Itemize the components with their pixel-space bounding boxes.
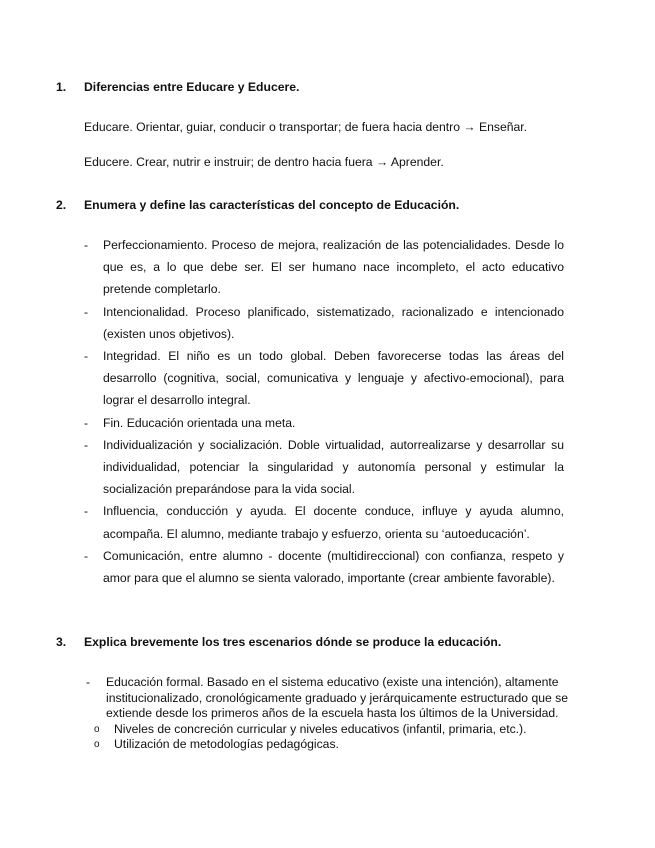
list-item [84,434,564,501]
list-item [84,234,564,301]
section-number: 3. [56,635,67,649]
section-title: Diferencias entre Educare y Educere. [84,80,300,94]
dash-bullet: - [84,548,89,563]
dash-bullet: - [84,238,89,252]
item-text: Educación formal. Basado en el sistema educativo (existe una intención), altamente institucionalizado, cronológicamente graduado y jerárquicamente estructurado que se extiende desde los primeros años de la escuela hasta los últimos de la Universidad. [106,675,569,721]
item-text: Influencia, conducción y ayuda. El docente conduce, influye y ayuda alumno, acompaña. El alumno, mediante trabajo y esfuerzo, orienta su ‘autoeducación’. [103,504,564,541]
scenarios-list [86,675,570,753]
item-text: Comunicación, entre alumno - docente (multidireccional) con confianza, respeto y amor para que el alumno se sienta valorado, importante (crear ambiente favorable). [103,548,564,586]
list-item [84,301,564,345]
sub-item-text: Utilización de metodologías pedagógicas. [114,737,339,752]
sub-list-item [90,737,570,753]
dash-bullet: - [84,304,89,319]
item-text: Fin. Educación orientada una meta. [103,415,296,430]
characteristics-list [84,234,564,589]
list-item [84,500,564,544]
circle-bullet: o [94,723,100,735]
dash-bullet: - [86,675,91,689]
item-text: Perfeccionamiento. Proceso de mejora, realización de las potencialidades. Desde lo que es, a lo que debe ser. El ser humano nace incompleto, el acto educativo pretende completarlo. [103,238,564,297]
list-item [84,345,564,412]
dash-bullet: - [84,415,89,430]
section-number: 1. [56,80,67,94]
educare-definition: Educare. Orientar, guiar, conducir o transportar; de fuera hacia dentro → Enseñar. [84,120,528,134]
list-item [84,545,564,589]
list-item [86,675,570,722]
item-text: Intencionalidad. Proceso planificado, sistematizado, racionalizado e intencionado (existen unos objetivos). [103,304,564,341]
dash-bullet: - [84,504,89,519]
educere-definition: Educere. Crear, nutrir e instruir; de dentro hacia fuera → Aprender. [84,155,444,169]
section-title: Explica brevemente los tres escenarios dónde se produce la educación. [84,635,502,649]
circle-bullet: o [94,739,100,751]
item-text: Integridad. El niño es un todo global. Deben favorecerse todas las áreas del desarrollo (cognitiva, social, comunicativa y lenguaje y afectivo-emocional), para lograr el desarrollo integral. [103,349,564,408]
dash-bullet: - [84,437,89,452]
sub-item-text: Niveles de concreción curricular y niveles educativos (infantil, primaria, etc.). [114,721,527,736]
section-number: 2. [56,198,67,212]
item-text: Individualización y socialización. Doble virtualidad, autorrealizarse y desarrollar su individualidad, potenciar la singularidad y autonomía personal y estimular la socialización preparándose para la vida social. [103,437,564,497]
list-item [84,412,564,434]
dash-bullet: - [84,349,89,364]
section-title: Enumera y define las características del concepto de Educación. [84,198,460,212]
sub-list-item [90,722,570,738]
